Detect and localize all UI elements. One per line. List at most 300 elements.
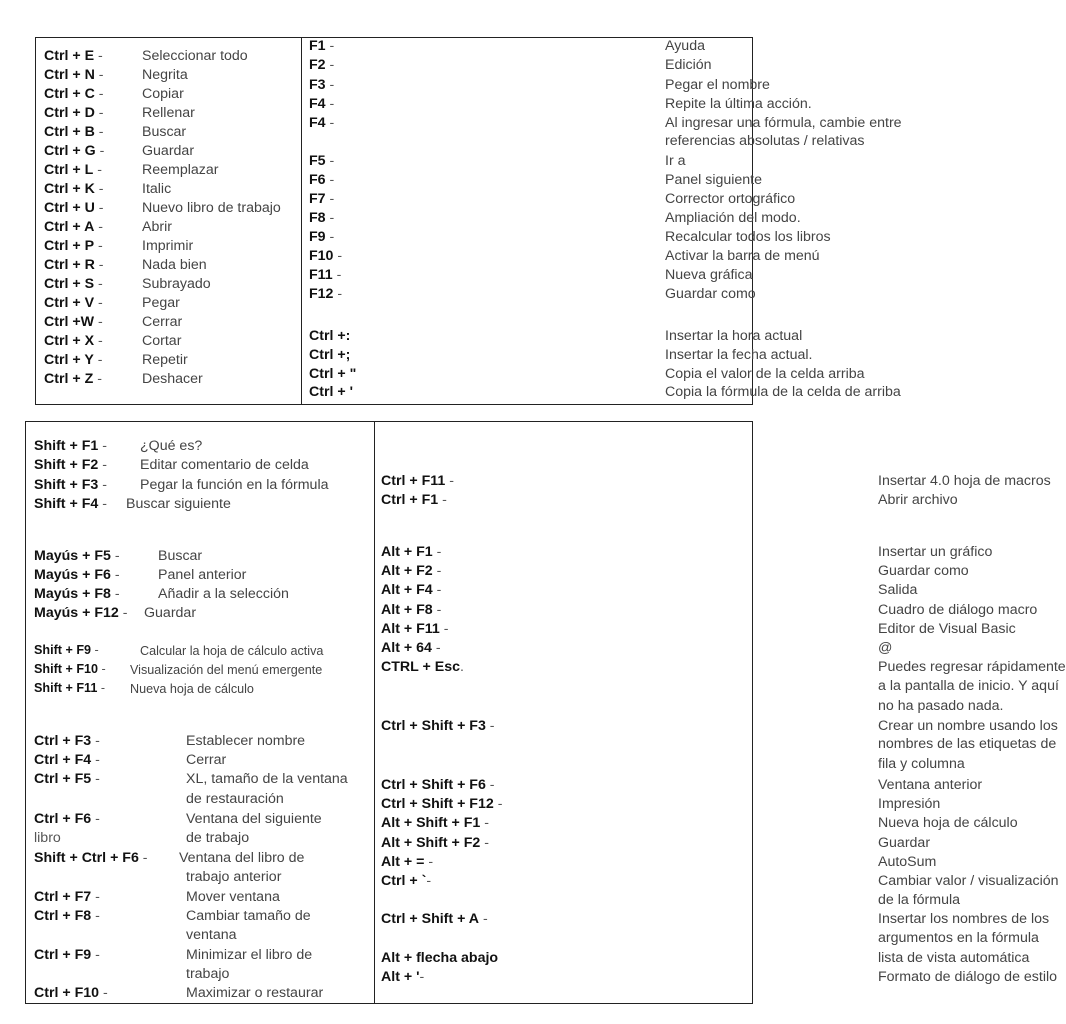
shortcut-key-combo: Ctrl + C	[44, 86, 95, 102]
shortcut-separator: -	[325, 96, 335, 112]
shortcut-description: Cerrar	[186, 752, 227, 768]
shortcut-description: Italic	[142, 181, 172, 197]
shortcut-description: Crear un nombre usando los	[878, 718, 1058, 734]
shortcut-key	[309, 77, 334, 93]
shortcut-key	[34, 811, 100, 827]
shortcut-key	[34, 830, 61, 846]
shortcut-description: Nueva hoja de cálculo	[878, 815, 1018, 831]
shortcut-separator: -	[325, 229, 335, 245]
shortcut-key	[34, 771, 100, 787]
shortcut-key-combo: Ctrl +W	[44, 314, 95, 330]
shortcut-description: Repite la última acción.	[665, 96, 812, 112]
shortcut-key-combo: F1	[309, 38, 326, 54]
shortcut-key-combo: Ctrl + `	[381, 873, 427, 889]
shortcut-key	[34, 985, 108, 1001]
shortcut-description: Cambiar valor / visualización	[878, 873, 1059, 889]
shortcut-key	[44, 314, 103, 330]
shortcut-key-combo: Ctrl + Shift + A	[381, 911, 480, 927]
shortcut-key-combo: Alt + 64	[381, 640, 432, 656]
shortcut-separator: -	[325, 57, 335, 73]
shortcut-key	[44, 48, 103, 64]
shortcut-key	[381, 969, 424, 985]
shortcut-key	[44, 371, 102, 387]
shortcut-separator: -	[325, 172, 335, 188]
shortcut-separator: .	[459, 659, 464, 675]
shortcut-key-combo: Ctrl + D	[44, 105, 95, 121]
shortcut-separator: -	[432, 602, 442, 618]
shortcut-key-combo: Shift + F10	[34, 662, 99, 676]
shortcut-key-combo: Ctrl + R	[44, 257, 95, 273]
shortcut-key-combo: F3	[309, 77, 326, 93]
shortcut-key	[34, 496, 107, 512]
bottom-shortcut-table	[25, 421, 1066, 1004]
shortcut-separator: -	[118, 605, 128, 621]
shortcut-description: no ha pasado nada.	[878, 698, 1004, 714]
shortcut-key	[381, 602, 441, 618]
shortcut-separator: -	[94, 314, 103, 330]
shortcut-description: Panel siguiente	[665, 172, 763, 188]
shortcut-description: Ampliación del modo.	[665, 210, 801, 226]
shortcut-separator: -	[485, 777, 495, 793]
shortcut-key	[44, 105, 104, 121]
shortcut-description: Ventana anterior	[878, 777, 983, 793]
shortcut-separator: -	[325, 115, 335, 131]
shortcut-key	[381, 796, 502, 812]
shortcut-key-combo: Alt + F8	[381, 602, 433, 618]
shortcut-description: Nada bien	[142, 257, 207, 273]
shortcut-description: Cambiar tamaño de	[186, 908, 311, 924]
shortcut-key-combo: Ctrl + K	[44, 181, 95, 197]
shortcut-description: Editor de Visual Basic	[878, 621, 1016, 637]
shortcut-key-combo: Ctrl + Shift + F3	[381, 718, 486, 734]
shortcut-description: Cuadro de diálogo macro	[878, 602, 1038, 618]
shortcut-description: AutoSum	[878, 854, 937, 870]
shortcut-description: Corrector ortográfico	[665, 191, 796, 207]
shortcut-key	[309, 286, 342, 302]
shortcut-description: Copia el valor de la celda arriba	[665, 366, 865, 382]
shortcut-key	[309, 57, 334, 73]
shortcut-key-combo: Alt + flecha abajo	[381, 950, 499, 966]
shortcut-key-combo: F4	[309, 96, 326, 112]
shortcut-description: XL, tamaño de la ventana	[186, 771, 348, 787]
shortcut-key	[44, 67, 104, 83]
shortcut-description: Recalcular todos los libros	[665, 229, 831, 245]
shortcut-separator: -	[97, 681, 106, 695]
shortcut-key-combo: Alt + F4	[381, 582, 433, 598]
top-table-divider	[301, 38, 302, 404]
shortcut-key	[381, 815, 489, 831]
shortcut-key-combo: Mayús + F5	[34, 548, 111, 564]
shortcut-description: Minimizar el libro de	[186, 947, 313, 963]
shortcut-separator: -	[110, 548, 120, 564]
shortcut-key-combo: Ctrl + F10	[34, 985, 100, 1001]
shortcut-description: Buscar	[158, 548, 203, 564]
shortcut-key	[381, 473, 454, 489]
shortcut-separator: -	[94, 238, 103, 254]
shortcut-key	[381, 835, 489, 851]
shortcut-description: Guardar como	[665, 286, 756, 302]
shortcut-separator: -	[333, 286, 343, 302]
shortcut-key	[44, 352, 102, 368]
shortcut-separator: -	[91, 752, 100, 768]
shortcut-key-combo: Ctrl + U	[44, 200, 95, 216]
shortcut-description: Activar la barra de menú	[665, 248, 820, 264]
shortcut-key-combo: Ctrl + F6	[34, 811, 92, 827]
shortcut-separator: -	[485, 718, 495, 734]
shortcut-key	[309, 38, 334, 54]
shortcut-description: de restauración	[186, 791, 284, 807]
shortcut-separator: libro	[34, 830, 61, 846]
shortcut-key-combo: F5	[309, 153, 326, 169]
shortcut-key-combo: Shift + F11	[34, 681, 98, 695]
shortcut-description: Ir a	[665, 153, 686, 169]
shortcut-separator: -	[93, 162, 102, 178]
shortcut-separator: -	[91, 889, 100, 905]
shortcut-key	[44, 86, 104, 102]
shortcut-key-combo: F11	[309, 267, 333, 283]
shortcut-key-combo: Ctrl + B	[44, 124, 95, 140]
shortcut-description: ¿Qué es?	[140, 438, 203, 454]
shortcut-key-combo: Ctrl + Shift + F6	[381, 777, 486, 793]
shortcut-description: Salida	[878, 582, 918, 598]
shortcut-key	[309, 96, 334, 112]
shortcut-description: Insertar la hora actual	[665, 328, 803, 344]
shortcut-key-combo: Shift + F9	[34, 643, 92, 657]
shortcut-description: Ayuda	[665, 38, 705, 54]
shortcut-separator: -	[91, 947, 100, 963]
shortcut-separator: -	[94, 200, 104, 216]
shortcut-description: Calcular la hoja de cálculo activa	[140, 644, 324, 658]
shortcut-description: Insertar un gráfico	[878, 544, 993, 560]
shortcut-key-combo: Alt + F2	[381, 563, 433, 579]
shortcut-key	[44, 257, 104, 273]
shortcut-description: Buscar	[142, 124, 187, 140]
shortcut-description: a la pantalla de inicio. Y aquí	[878, 678, 1059, 694]
shortcut-separator: -	[138, 850, 148, 866]
shortcut-key	[44, 238, 103, 254]
shortcut-description: Panel anterior	[158, 567, 247, 583]
shortcut-key	[309, 328, 350, 344]
shortcut-separator: -	[94, 276, 103, 292]
shortcut-description: Reemplazar	[142, 162, 219, 178]
shortcut-description: Insertar los nombres de los	[878, 911, 1050, 927]
shortcut-separator: -	[98, 438, 107, 454]
shortcut-key	[34, 567, 120, 583]
shortcut-key	[34, 680, 105, 696]
shortcut-description: trabajo	[186, 966, 230, 982]
shortcut-description: argumentos en la fórmula	[878, 930, 1039, 946]
shortcut-key-combo: Ctrl + '	[309, 384, 353, 400]
shortcut-description: Edición	[665, 57, 712, 73]
shortcut-key	[309, 384, 353, 400]
shortcut-key	[381, 911, 488, 927]
shortcut-key-combo: Alt + F11	[381, 621, 440, 637]
shortcut-separator: -	[91, 908, 100, 924]
shortcut-separator: -	[480, 815, 489, 831]
shortcut-description: ventana	[186, 927, 237, 943]
shortcut-key-combo: F7	[309, 191, 326, 207]
shortcut-key	[309, 172, 334, 188]
shortcut-key-combo: Ctrl + F8	[34, 908, 92, 924]
shortcut-description: Ventana del siguiente	[186, 811, 322, 827]
shortcut-key	[381, 492, 447, 508]
shortcut-key-combo: Ctrl + L	[44, 162, 94, 178]
shortcut-key	[44, 200, 104, 216]
shortcut-key	[381, 563, 441, 579]
shortcut-key-combo: Shift + F2	[34, 457, 99, 473]
shortcut-key	[309, 191, 334, 207]
shortcut-key	[309, 248, 342, 264]
shortcut-description: Al ingresar una fórmula, cambie entre	[665, 115, 902, 131]
shortcut-key	[44, 162, 102, 178]
shortcut-separator: -	[95, 143, 105, 159]
shortcut-separator: -	[439, 621, 449, 637]
shortcut-description: Maximizar o restaurar	[186, 985, 324, 1001]
shortcut-key-combo: Ctrl + Z	[44, 371, 94, 387]
shortcut-key-combo: F10	[309, 248, 334, 264]
shortcut-separator: -	[93, 371, 102, 387]
shortcut-key	[309, 347, 350, 363]
shortcut-key	[34, 947, 100, 963]
shortcut-description: Rellenar	[142, 105, 195, 121]
shortcut-separator: -	[99, 985, 108, 1001]
shortcut-key	[309, 267, 341, 283]
shortcut-description: Editar comentario de celda	[140, 457, 309, 473]
shortcut-description: de trabajo	[186, 830, 250, 846]
shortcut-description: Guardar	[142, 143, 195, 159]
shortcut-key-combo: Alt + F1	[381, 544, 433, 560]
shortcut-description: Añadir a la selección	[158, 586, 289, 602]
shortcut-key-combo: Ctrl +:	[309, 328, 351, 344]
shortcut-separator: -	[332, 267, 342, 283]
shortcut-separator: -	[493, 796, 503, 812]
shortcut-separator: -	[91, 643, 99, 657]
shortcut-key	[381, 777, 495, 793]
shortcut-description: Pegar el nombre	[665, 77, 770, 93]
shortcut-description: Repetir	[142, 352, 188, 368]
shortcut-key-combo: Shift + Ctrl + F6	[34, 850, 139, 866]
shortcut-key	[34, 752, 100, 768]
shortcut-key-combo: F8	[309, 210, 326, 226]
shortcut-key-combo: Ctrl + Shift + F12	[381, 796, 494, 812]
shortcut-description: lista de vista automática	[878, 950, 1030, 966]
shortcut-separator: -	[94, 219, 103, 235]
shortcut-description: Seleccionar todo	[142, 48, 248, 64]
shortcut-separator: -	[438, 492, 447, 508]
shortcut-key-combo: Ctrl + G	[44, 143, 96, 159]
shortcut-key	[34, 438, 107, 454]
shortcut-separator: -	[94, 124, 104, 140]
shortcut-key	[44, 143, 104, 159]
shortcut-key	[44, 181, 104, 197]
shortcut-key	[34, 586, 120, 602]
shortcut-key	[381, 659, 464, 675]
shortcut-key-combo: Ctrl + X	[44, 333, 95, 349]
shortcut-separator: -	[325, 38, 335, 54]
shortcut-key	[34, 661, 106, 677]
shortcut-separator: -	[91, 771, 100, 787]
shortcut-key	[309, 115, 334, 131]
shortcut-description: Insertar 4.0 hoja de macros	[878, 473, 1051, 489]
shortcut-key-combo: Shift + F3	[34, 477, 99, 493]
shortcut-key-combo: Ctrl + F4	[34, 752, 92, 768]
shortcut-key-combo: Ctrl + F3	[34, 733, 92, 749]
shortcut-key-combo: Alt + =	[381, 854, 425, 870]
shortcut-separator: -	[419, 969, 425, 985]
top-shortcut-table	[35, 37, 902, 405]
shortcut-key-combo: Mayús + F6	[34, 567, 111, 583]
shortcut-separator: -	[94, 48, 103, 64]
shortcut-description: Impresión	[878, 796, 941, 812]
shortcut-description: Abrir archivo	[878, 492, 958, 508]
shortcut-separator: -	[94, 67, 104, 83]
shortcut-description: Nuevo libro de trabajo	[142, 200, 281, 216]
shortcut-key-combo: Ctrl + N	[44, 67, 95, 83]
shortcut-key-combo: Ctrl + A	[44, 219, 95, 235]
shortcut-description: Pegar la función en la fórmula	[140, 477, 329, 493]
shortcut-key-combo: F12	[309, 286, 334, 302]
shortcut-description: Copia la fórmula de la celda de arriba	[665, 384, 901, 400]
bottom-table-divider	[374, 422, 375, 1003]
shortcut-separator: -	[91, 733, 100, 749]
shortcut-description: Guardar como	[878, 563, 969, 579]
shortcut-key-combo: F4	[309, 115, 326, 131]
shortcut-description: Visualización del menú emergente	[130, 663, 323, 677]
shortcut-separator: -	[110, 586, 120, 602]
shortcut-separator: -	[426, 873, 432, 889]
shortcut-key-combo: Ctrl + F11	[381, 473, 446, 489]
shortcut-key-combo: Ctrl + S	[44, 276, 95, 292]
shortcut-separator: -	[94, 295, 103, 311]
shortcut-key	[34, 548, 120, 564]
shortcut-key	[309, 210, 334, 226]
shortcut-separator: -	[325, 153, 335, 169]
shortcut-separator: -	[94, 181, 104, 197]
shortcut-key	[381, 950, 498, 966]
shortcut-description: @	[878, 640, 893, 656]
shortcut-separator: -	[98, 662, 106, 676]
shortcut-key-combo: CTRL + Esc	[381, 659, 460, 675]
shortcut-key	[34, 477, 107, 493]
shortcut-description: Buscar siguiente	[126, 496, 231, 512]
shortcut-separator: -	[424, 854, 434, 870]
shortcut-key	[44, 333, 103, 349]
shortcut-separator: -	[93, 352, 103, 368]
shortcut-description: Cerrar	[142, 314, 183, 330]
shortcut-separator: -	[94, 333, 103, 349]
shortcut-key	[381, 718, 495, 734]
shortcut-key	[381, 621, 448, 637]
shortcut-description: Copiar	[142, 86, 184, 102]
shortcut-key	[381, 873, 431, 889]
shortcut-key	[34, 733, 100, 749]
shortcut-description: Pegar	[142, 295, 180, 311]
shortcut-key-combo: F6	[309, 172, 326, 188]
shortcut-key	[34, 908, 100, 924]
shortcut-separator: -	[98, 496, 107, 512]
shortcut-key-combo: Ctrl + Y	[44, 352, 94, 368]
shortcut-key-combo: Alt + Shift + F2	[381, 835, 481, 851]
shortcut-key-combo: Shift + F1	[34, 438, 99, 454]
shortcut-key	[381, 582, 441, 598]
shortcut-separator: -	[432, 582, 442, 598]
shortcut-key-combo: Ctrl + V	[44, 295, 95, 311]
shortcut-key-combo: Shift + F4	[34, 496, 99, 512]
shortcut-description: Deshacer	[142, 371, 203, 387]
shortcut-key	[44, 295, 103, 311]
shortcut-description: Guardar	[144, 605, 197, 621]
shortcut-separator: -	[432, 544, 442, 560]
shortcut-separator: -	[431, 640, 441, 656]
shortcut-separator: -	[480, 835, 489, 851]
shortcut-description: Nueva gráfica	[665, 267, 753, 283]
shortcut-key	[44, 276, 103, 292]
shortcut-key-combo: Ctrl + "	[309, 366, 357, 382]
shortcut-description: Puedes regresar rápidamente	[878, 659, 1066, 675]
shortcut-description: referencias absolutas / relativas	[665, 133, 865, 149]
shortcut-key	[34, 889, 100, 905]
shortcut-description: nombres de las etiquetas de	[878, 736, 1057, 752]
shortcut-key	[34, 605, 127, 621]
shortcut-key-combo: Ctrl + F1	[381, 492, 439, 508]
shortcut-description: Ventana del libro de	[179, 850, 305, 866]
shortcut-key-combo: Ctrl + F7	[34, 889, 92, 905]
shortcut-key-combo: Mayús + F12	[34, 605, 119, 621]
shortcut-key	[309, 229, 334, 245]
shortcut-description: trabajo anterior	[186, 869, 282, 885]
shortcut-separator: -	[94, 86, 104, 102]
shortcut-key-combo: F9	[309, 229, 326, 245]
shortcut-separator: -	[110, 567, 120, 583]
shortcut-separator: -	[333, 248, 343, 264]
shortcut-separator: -	[445, 473, 454, 489]
shortcut-separator: -	[98, 457, 107, 473]
shortcut-key-combo: Ctrl + F5	[34, 771, 92, 787]
shortcut-separator: -	[325, 210, 335, 226]
shortcut-separator: -	[94, 105, 104, 121]
shortcut-key-combo: Ctrl + E	[44, 48, 95, 64]
shortcut-description: de la fórmula	[878, 892, 961, 908]
shortcut-description: Mover ventana	[186, 889, 280, 905]
shortcut-separator: -	[94, 257, 104, 273]
shortcut-description: Nueva hoja de cálculo	[130, 682, 254, 696]
shortcut-separator: -	[432, 563, 442, 579]
shortcut-key-combo: Alt + '	[381, 969, 420, 985]
shortcut-description: Cortar	[142, 333, 182, 349]
shortcut-key	[44, 219, 103, 235]
shortcut-separator: -	[91, 811, 100, 827]
shortcut-key	[381, 854, 433, 870]
shortcut-separator: -	[479, 911, 488, 927]
shortcut-separator: -	[98, 477, 107, 493]
shortcut-key-combo: Ctrl + F9	[34, 947, 92, 963]
shortcut-key	[309, 366, 356, 382]
shortcut-separator: -	[325, 77, 335, 93]
shortcut-key	[381, 544, 441, 560]
shortcut-key	[44, 124, 104, 140]
shortcut-key-combo: Ctrl + P	[44, 238, 95, 254]
shortcut-description: Imprimir	[142, 238, 194, 254]
shortcut-key-combo: Ctrl +;	[309, 347, 351, 363]
shortcut-key-combo: F2	[309, 57, 326, 73]
shortcut-key	[34, 457, 107, 473]
shortcut-key	[34, 850, 148, 866]
shortcut-description: fila y columna	[878, 756, 965, 772]
shortcut-description: Guardar	[878, 835, 931, 851]
shortcut-description: Negrita	[142, 67, 188, 83]
shortcut-description: Establecer nombre	[186, 733, 306, 749]
shortcut-description: Subrayado	[142, 276, 211, 292]
